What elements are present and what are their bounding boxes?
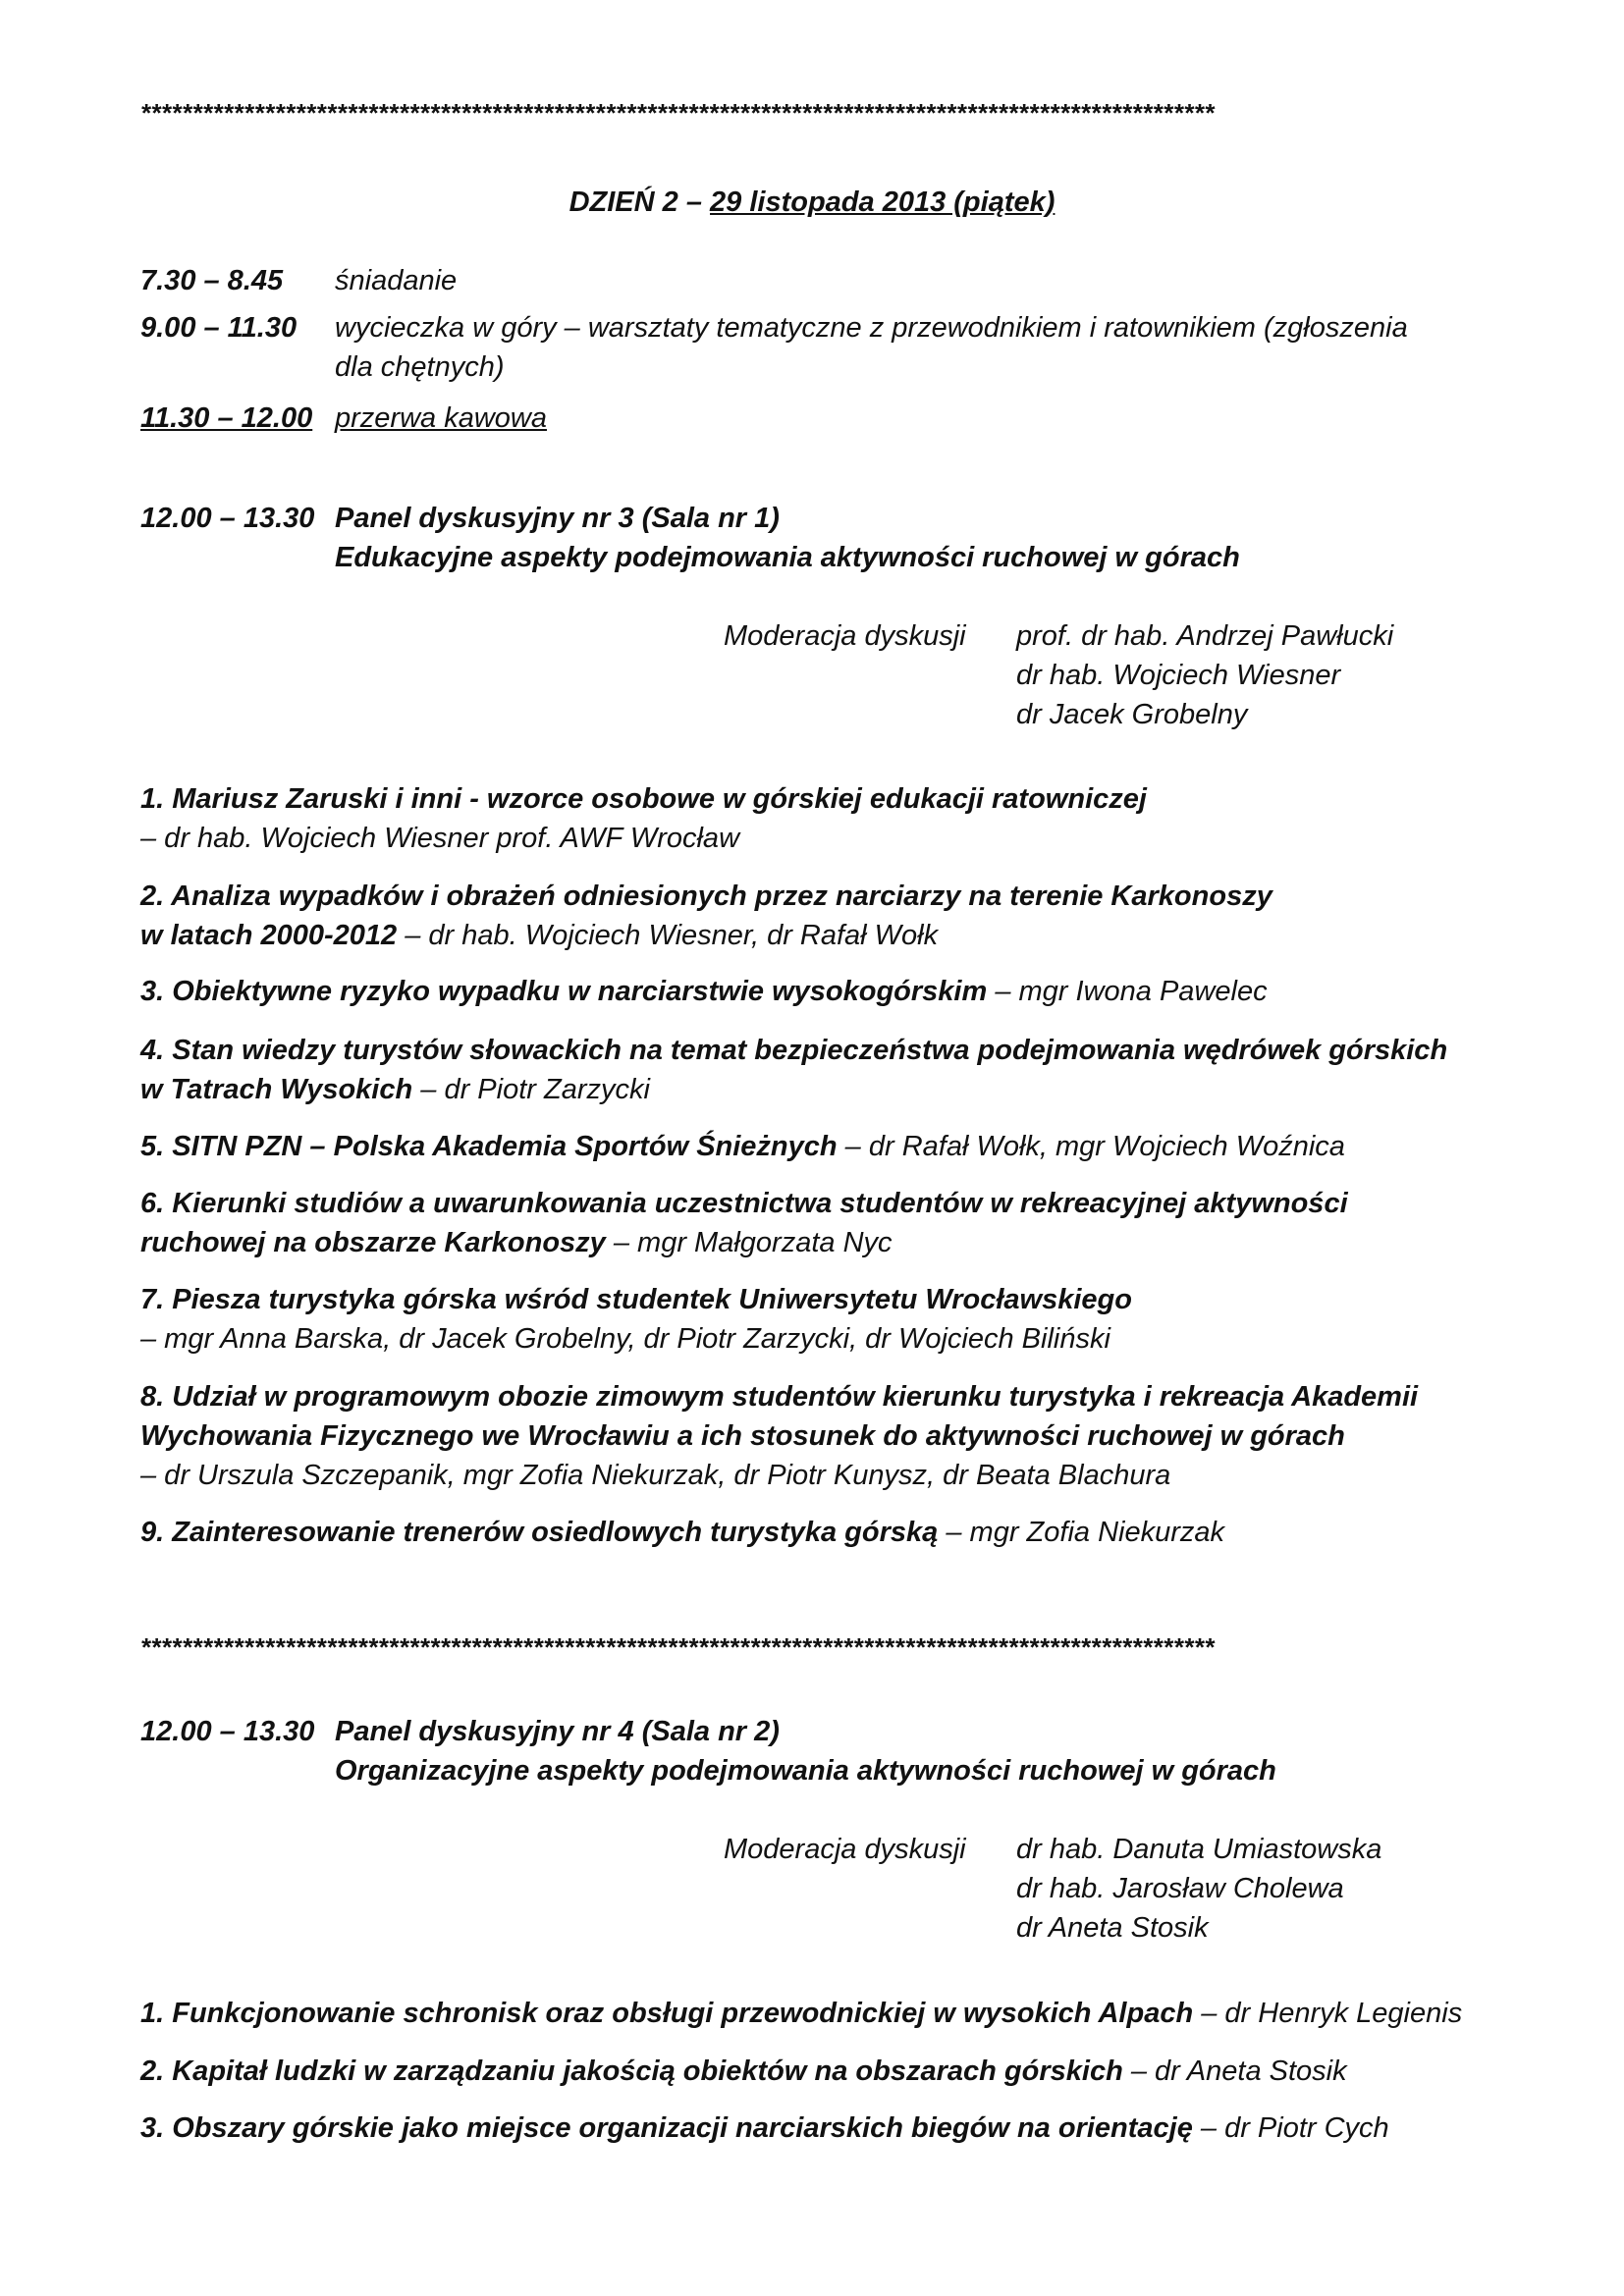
schedule-desc: przerwa kawowa: [335, 402, 547, 434]
item-authors: – dr Rafał Wołk, mgr Wojciech Woźnica: [837, 1131, 1345, 1162]
item-authors: – mgr Iwona Pawelec: [987, 976, 1268, 1007]
item-authors: – dr Piotr Cych: [1192, 2112, 1389, 2144]
list-item: [140, 972, 1268, 1011]
separator-middle: ********************************************************************************************************: [140, 1632, 1215, 1662]
item-title: 5. SITN PZN – Polska Akademia Sportów Śnieżnych: [140, 1131, 838, 1162]
panel-time: 12.00 – 13.30: [140, 1716, 315, 1747]
moderation-label: Moderacja dyskusji: [724, 1834, 966, 1865]
item-authors: – mgr Małgorzata Nyc: [605, 1227, 893, 1258]
schedule-desc: śniadanie: [335, 265, 458, 296]
schedule-desc: wycieczka w góry – warsztaty tematyczne z przewodnikiem i ratownikiem (zgłoszenia: [335, 312, 1408, 344]
item-title: 3. Obszary górskie jako miejsce organizacji narciarskich biegów na orientację: [140, 2112, 1193, 2144]
list-item: [140, 1184, 1348, 1262]
schedule-desc-cont: dla chętnych): [335, 351, 505, 383]
schedule-time: 11.30 – 12.00: [140, 402, 313, 434]
item-authors: – mgr Anna Barska, dr Jacek Grobelny, dr Piotr Zarzycki, dr Wojciech Biliński: [140, 1323, 1110, 1355]
panel-title: Panel dyskusyjny nr 4 (Sala nr 2): [335, 1716, 780, 1747]
list-item: [140, 877, 1272, 955]
moderator: dr hab. Jarosław Cholewa: [1016, 1873, 1344, 1904]
moderation-label: Moderacja dyskusji: [724, 620, 966, 652]
schedule-time: 9.00 – 11.30: [140, 312, 298, 344]
item-authors: – dr Aneta Stosik: [1122, 2056, 1347, 2087]
moderator: prof. dr hab. Andrzej Pawłucki: [1016, 620, 1394, 652]
item-authors: – dr hab. Wojciech Wiesner prof. AWF Wrocław: [140, 823, 740, 854]
item-title-cont: ruchowej na obszarze Karkonoszy: [140, 1227, 606, 1258]
panel-subtitle: Edukacyjne aspekty podejmowania aktywności ruchowej w górach: [335, 542, 1240, 573]
list-item: [140, 2052, 1347, 2091]
item-title: 3. Obiektywne ryzyko wypadku w narciarstwie wysokogórskim: [140, 976, 988, 1007]
day-title-date: 29 listopada 2013 (piątek): [710, 187, 1056, 218]
item-title-cont: w Tatrach Wysokich: [140, 1074, 413, 1105]
schedule-time: 7.30 – 8.45: [140, 265, 284, 296]
day-title-prefix: DZIEŃ 2 –: [568, 187, 711, 218]
item-authors: – dr Piotr Zarzycki: [412, 1074, 650, 1105]
item-title: 2. Analiza wypadków i obrażeń odniesionych przez narciarzy na terenie Karkonoszy: [140, 881, 1272, 912]
list-item: [140, 1994, 1462, 2033]
item-title: 7. Piesza turystyka górska wśród studentek Uniwersytetu Wrocławskiego: [140, 1284, 1132, 1315]
separator-top: ********************************************************************************************************: [140, 98, 1215, 128]
item-title: 6. Kierunki studiów a uwarunkowania uczestnictwa studentów w rekreacyjnej aktywności: [140, 1188, 1348, 1219]
moderator: dr Aneta Stosik: [1016, 1912, 1209, 1944]
item-title: 9. Zainteresowanie trenerów osiedlowych turystyka górską: [140, 1517, 939, 1548]
moderator: dr Jacek Grobelny: [1016, 699, 1248, 730]
item-title: 1. Funkcjonowanie schronisk oraz obsługi przewodnickiej w wysokich Alpach: [140, 1998, 1194, 2029]
item-title-cont: w latach 2000-2012: [140, 920, 398, 951]
panel-time: 12.00 – 13.30: [140, 503, 315, 534]
item-title: 8. Udział w programowym obozie zimowym studentów kierunku turystyka i rekreacja Akademii: [140, 1381, 1419, 1413]
item-title-cont: Wychowania Fizycznego we Wrocławiu a ich stosunek do aktywności ruchowej w górach: [140, 1420, 1345, 1452]
day-title: [0, 187, 1624, 219]
list-item: [140, 1280, 1132, 1359]
list-item: [140, 1127, 1345, 1166]
item-title: 2. Kapitał ludzki w zarządzaniu jakością obiektów na obszarach górskich: [140, 2056, 1123, 2087]
item-authors: – dr Urszula Szczepanik, mgr Zofia Niekurzak, dr Piotr Kunysz, dr Beata Blachura: [140, 1460, 1171, 1491]
moderator: dr hab. Wojciech Wiesner: [1016, 660, 1341, 691]
panel-subtitle: Organizacyjne aspekty podejmowania aktywności ruchowej w górach: [335, 1755, 1276, 1787]
list-item: [140, 1513, 1224, 1552]
list-item: [140, 1031, 1447, 1109]
item-authors: – dr hab. Wojciech Wiesner, dr Rafał Wołk: [397, 920, 939, 951]
list-item: [140, 779, 1147, 858]
item-authors: – dr Henryk Legienis: [1193, 1998, 1463, 2029]
panel-title: Panel dyskusyjny nr 3 (Sala nr 1): [335, 503, 780, 534]
item-title: 4. Stan wiedzy turystów słowackich na temat bezpieczeństwa podejmowania wędrówek górskich: [140, 1035, 1448, 1066]
list-item: [140, 1377, 1418, 1495]
item-title: 1. Mariusz Zaruski i inni - wzorce osobowe w górskiej edukacji ratowniczej: [140, 783, 1147, 815]
item-authors: – mgr Zofia Niekurzak: [938, 1517, 1224, 1548]
list-item: [140, 2109, 1389, 2148]
moderator: dr hab. Danuta Umiastowska: [1016, 1834, 1382, 1865]
